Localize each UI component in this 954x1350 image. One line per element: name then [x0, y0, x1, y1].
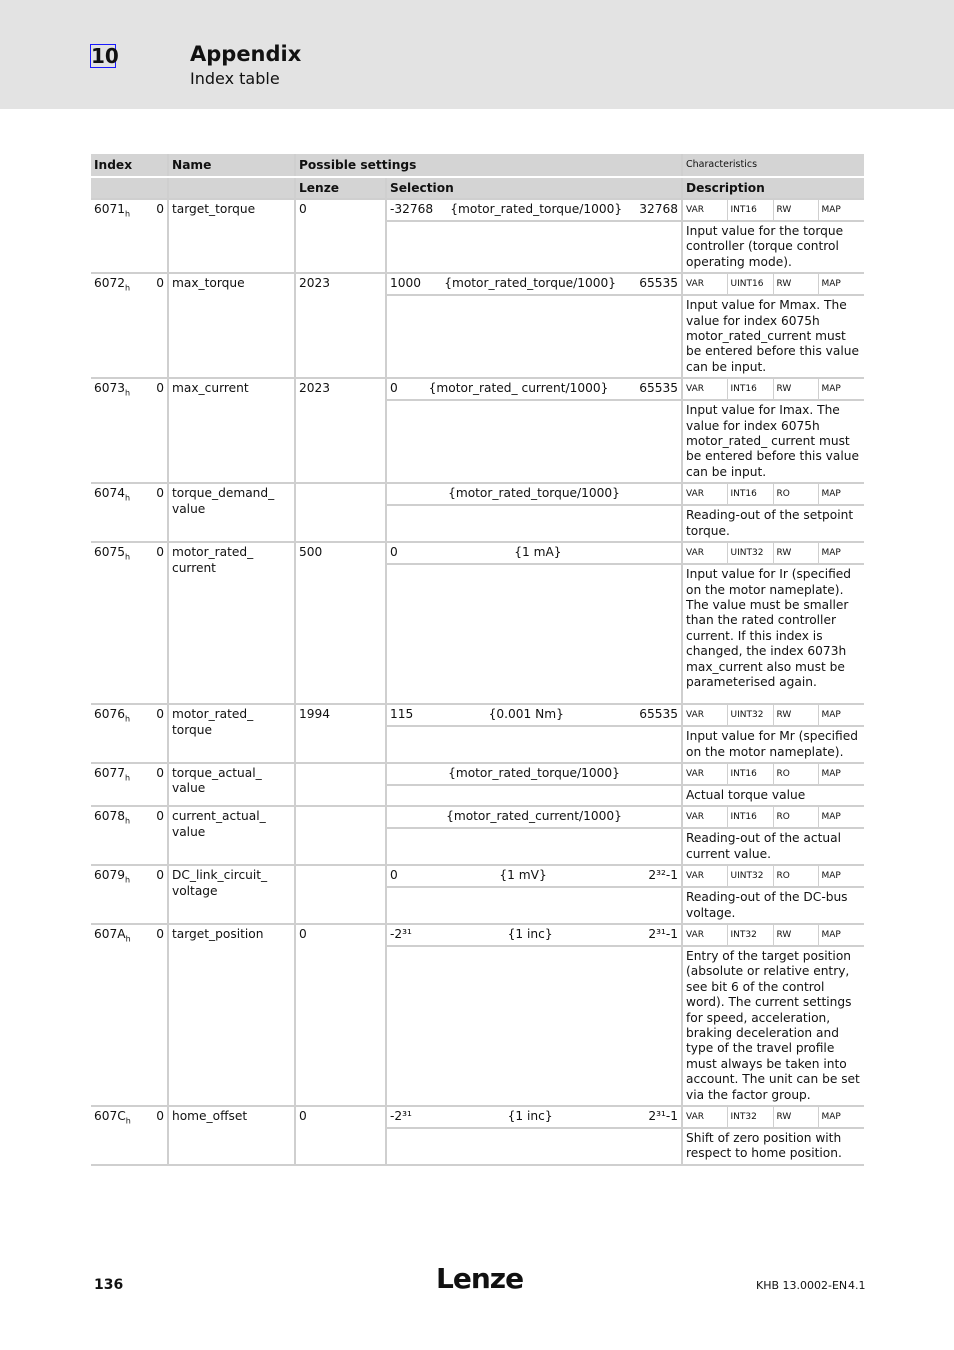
header-row-1 [91, 154, 864, 177]
description-cell: Input value for Imax. The value for index 6075h motor_rated_ current must be entered before this value can be input. [682, 400, 864, 483]
table-row [91, 865, 864, 887]
name-cell: torque_demand_ value [168, 483, 295, 542]
index-subscript: h [125, 283, 131, 293]
char-mapping: MAP [818, 763, 864, 785]
selection-min: 115 [390, 707, 414, 722]
index-value: 6076 [94, 707, 126, 722]
char-object-type: VAR [682, 865, 727, 887]
lenze-cell [295, 483, 386, 542]
char-object-type: VAR [682, 273, 727, 295]
selection-min: 0 [390, 868, 398, 883]
index-cell [91, 483, 144, 542]
char-data-type: INT16 [727, 378, 773, 400]
selection-blank [386, 726, 682, 763]
table-row [91, 1106, 864, 1128]
description-cell: Reading-out of the setpoint torque. [682, 505, 864, 542]
index-value: 607A [94, 926, 126, 941]
selection-blank [386, 887, 682, 924]
char-data-type: INT16 [727, 199, 773, 221]
char-data-type: UINT32 [727, 542, 773, 564]
name-cell: torque_actual_ value [168, 763, 295, 806]
name-cell: motor_rated_ torque [168, 704, 295, 763]
char-data-type: UINT32 [727, 865, 773, 887]
index-subscript: h [125, 773, 131, 783]
index-subscript: h [125, 493, 131, 503]
col-name-header: Name [168, 154, 295, 177]
description-cell: Actual torque value [682, 785, 864, 806]
selection-max: 32768 [639, 202, 678, 216]
selection-cell [386, 378, 682, 400]
char-access: RO [773, 483, 818, 505]
char-mapping: MAP [818, 1106, 864, 1128]
subindex-cell: 0 [144, 199, 168, 273]
selection-max: 2³¹-1 [648, 926, 678, 941]
selection-cell [386, 704, 682, 726]
char-access: RO [773, 806, 818, 828]
name-cell: current_actual_ value [168, 806, 295, 865]
char-access: RO [773, 865, 818, 887]
document-id: KHB 13.0002-EN [756, 1279, 848, 1292]
char-access: RW [773, 273, 818, 295]
selection-min: 1000 [390, 276, 422, 291]
char-object-type: VAR [682, 924, 727, 946]
header-blank-1 [91, 177, 168, 199]
lenze-cell: 2023 [295, 378, 386, 483]
subindex-cell: 0 [144, 483, 168, 542]
index-cell [91, 806, 144, 865]
selection-cell [386, 865, 682, 887]
char-object-type: VAR [682, 199, 727, 221]
char-mapping: MAP [818, 273, 864, 295]
char-object-type: VAR [682, 704, 727, 726]
selection-cell [386, 763, 682, 785]
char-access: RW [773, 542, 818, 564]
index-subscript: h [125, 1116, 131, 1126]
char-mapping: MAP [818, 806, 864, 828]
subindex-cell: 0 [144, 1106, 168, 1165]
col-description-header: Description [682, 177, 864, 199]
char-mapping: MAP [818, 199, 864, 221]
section-subtitle: Index table [190, 69, 280, 88]
char-object-type: VAR [682, 378, 727, 400]
table-row [91, 199, 864, 221]
subindex-cell: 0 [144, 763, 168, 806]
char-access: RW [773, 924, 818, 946]
index-value: 6077 [94, 765, 126, 780]
selection-max: 65535 [639, 707, 678, 722]
char-mapping: MAP [818, 483, 864, 505]
index-value: 6071 [94, 202, 126, 216]
char-data-type: UINT32 [727, 704, 773, 726]
description-cell: Shift of zero position with respect to home position. [682, 1128, 864, 1165]
selection-cell [386, 806, 682, 828]
char-mapping: MAP [818, 865, 864, 887]
selection-unit: {1 mV} [499, 868, 547, 883]
selection-unit: {motor_rated_torque/1000} [448, 765, 620, 780]
name-cell: DC_link_circuit_ voltage [168, 865, 295, 924]
index-cell [91, 378, 144, 483]
selection-min: -2³¹ [390, 1109, 412, 1123]
index-subscript: h [125, 714, 131, 724]
char-access: RW [773, 199, 818, 221]
document-version: 4.1 [848, 1279, 866, 1292]
lenze-logo: Lenze [436, 1262, 524, 1295]
subindex-cell: 0 [144, 865, 168, 924]
selection-unit: {motor_rated_ current/1000} [428, 381, 609, 396]
selection-max: 65535 [639, 276, 678, 291]
description-cell: Input value for Mr (specified on the motor nameplate). [682, 726, 864, 763]
char-object-type: VAR [682, 806, 727, 828]
selection-min: -2³¹ [390, 926, 412, 941]
table-row [91, 483, 864, 505]
table-row [91, 763, 864, 785]
char-mapping: MAP [818, 924, 864, 946]
description-cell: Reading-out of the DC-bus voltage. [682, 887, 864, 924]
lenze-cell: 0 [295, 1106, 386, 1165]
col-selection-header: Selection [386, 177, 682, 199]
selection-blank [386, 221, 682, 273]
char-data-type: UINT16 [727, 273, 773, 295]
selection-unit: {motor_rated_torque/1000} [450, 202, 623, 216]
selection-min: 0 [390, 381, 398, 396]
page-number: 136 [94, 1277, 124, 1293]
index-value: 6079 [94, 868, 126, 883]
index-value: 6073 [94, 381, 126, 396]
char-mapping: MAP [818, 542, 864, 564]
index-value: 6074 [94, 486, 126, 501]
subindex-cell: 0 [144, 704, 168, 763]
lenze-cell [295, 865, 386, 924]
lenze-cell: 0 [295, 199, 386, 273]
char-access: RW [773, 378, 818, 400]
table-row [91, 378, 864, 400]
selection-cell [386, 199, 682, 221]
lenze-cell: 0 [295, 924, 386, 1106]
char-mapping: MAP [818, 704, 864, 726]
table-row [91, 924, 864, 946]
selection-unit: {0.001 Nm} [488, 707, 564, 722]
index-cell [91, 865, 144, 924]
selection-cell [386, 542, 682, 564]
selection-cell [386, 483, 682, 505]
subindex-cell: 0 [144, 542, 168, 704]
index-table [91, 154, 864, 1166]
index-subscript: h [125, 934, 131, 944]
index-subscript: h [125, 209, 131, 219]
selection-cell [386, 1106, 682, 1128]
col-index-header: Index [91, 154, 168, 177]
char-mapping: MAP [818, 378, 864, 400]
description-cell: Entry of the target position (absolute or relative entry, see bit 6 of the control word). The current settings for speed, acceleration, braking deceleration and type of the travel profile must always be taken into account. The unit can be set via the factor group. [682, 946, 864, 1106]
selection-max: 2³¹-1 [648, 1109, 678, 1123]
header-blank-2 [168, 177, 295, 199]
header-band [0, 0, 954, 109]
char-object-type: VAR [682, 1106, 727, 1128]
subindex-cell: 0 [144, 924, 168, 1106]
index-cell [91, 704, 144, 763]
index-subscript: h [125, 875, 131, 885]
subindex-cell: 0 [144, 378, 168, 483]
chapter-number[interactable]: 10 [91, 44, 119, 68]
subindex-cell: 0 [144, 273, 168, 378]
char-access: RO [773, 763, 818, 785]
lenze-cell [295, 806, 386, 865]
selection-min: -32768 [390, 202, 434, 216]
description-cell: Input value for Mmax. The value for index 6075h motor_rated_current must be entered before this value can be input. [682, 295, 864, 378]
selection-blank [386, 828, 682, 865]
index-cell [91, 924, 144, 1106]
index-subscript: h [125, 552, 131, 562]
col-lenze-header: Lenze [295, 177, 386, 199]
selection-unit: {motor_rated_torque/1000} [444, 276, 617, 291]
selection-blank [386, 295, 682, 378]
char-object-type: VAR [682, 763, 727, 785]
description-cell: Reading-out of the actual current value. [682, 828, 864, 865]
char-object-type: VAR [682, 483, 727, 505]
table-row [91, 273, 864, 295]
name-cell: max_torque [168, 273, 295, 378]
index-cell [91, 763, 144, 806]
index-cell [91, 199, 144, 273]
selection-min: 0 [390, 545, 398, 560]
name-cell: target_torque [168, 199, 295, 273]
selection-blank [386, 1128, 682, 1165]
index-cell [91, 273, 144, 378]
selection-max: 65535 [639, 381, 678, 396]
index-value: 6075 [94, 545, 126, 560]
selection-cell [386, 273, 682, 295]
description-cell: Input value for the torque controller (torque control operating mode). [682, 221, 864, 273]
selection-unit: {1 mA} [514, 545, 562, 560]
col-possible-settings-header: Possible settings [295, 154, 682, 177]
lenze-cell: 500 [295, 542, 386, 704]
index-value: 607C [94, 1109, 126, 1123]
index-cell [91, 542, 144, 704]
lenze-cell: 2023 [295, 273, 386, 378]
chapter-title: Appendix [190, 42, 302, 66]
char-data-type: INT16 [727, 763, 773, 785]
description-cell: Input value for Ir (specified on the motor nameplate). The value must be smaller than the rated controller current. If this index is changed, the index 6073h max_current also must be parameterised again. [682, 564, 864, 704]
char-data-type: INT16 [727, 483, 773, 505]
char-access: RW [773, 1106, 818, 1128]
selection-max: 2³²-1 [648, 868, 678, 883]
selection-unit: {1 inc} [507, 926, 553, 941]
char-data-type: INT16 [727, 806, 773, 828]
index-cell [91, 1106, 144, 1165]
selection-blank [386, 785, 682, 806]
table-row [91, 806, 864, 828]
char-object-type: VAR [682, 542, 727, 564]
name-cell: max_current [168, 378, 295, 483]
selection-unit: {1 inc} [507, 1109, 553, 1123]
lenze-cell: 1994 [295, 704, 386, 763]
name-cell: home_offset [168, 1106, 295, 1165]
col-characteristics-header: Characteristics [682, 154, 864, 177]
selection-blank [386, 505, 682, 542]
lenze-cell [295, 763, 386, 806]
selection-unit: {motor_rated_torque/1000} [448, 486, 620, 501]
subindex-cell: 0 [144, 806, 168, 865]
table-row [91, 542, 864, 564]
header-row-2 [91, 177, 864, 199]
name-cell: target_position [168, 924, 295, 1106]
selection-blank [386, 400, 682, 483]
selection-blank [386, 946, 682, 1106]
selection-unit: {motor_rated_current/1000} [446, 809, 622, 824]
index-value: 6078 [94, 809, 126, 824]
selection-cell [386, 924, 682, 946]
index-subscript: h [125, 816, 131, 826]
char-data-type: INT32 [727, 924, 773, 946]
name-cell: motor_rated_ current [168, 542, 295, 704]
table-row [91, 704, 864, 726]
char-access: RW [773, 704, 818, 726]
index-value: 6072 [94, 276, 126, 291]
char-data-type: INT32 [727, 1106, 773, 1128]
index-subscript: h [125, 388, 131, 398]
selection-blank [386, 564, 682, 704]
